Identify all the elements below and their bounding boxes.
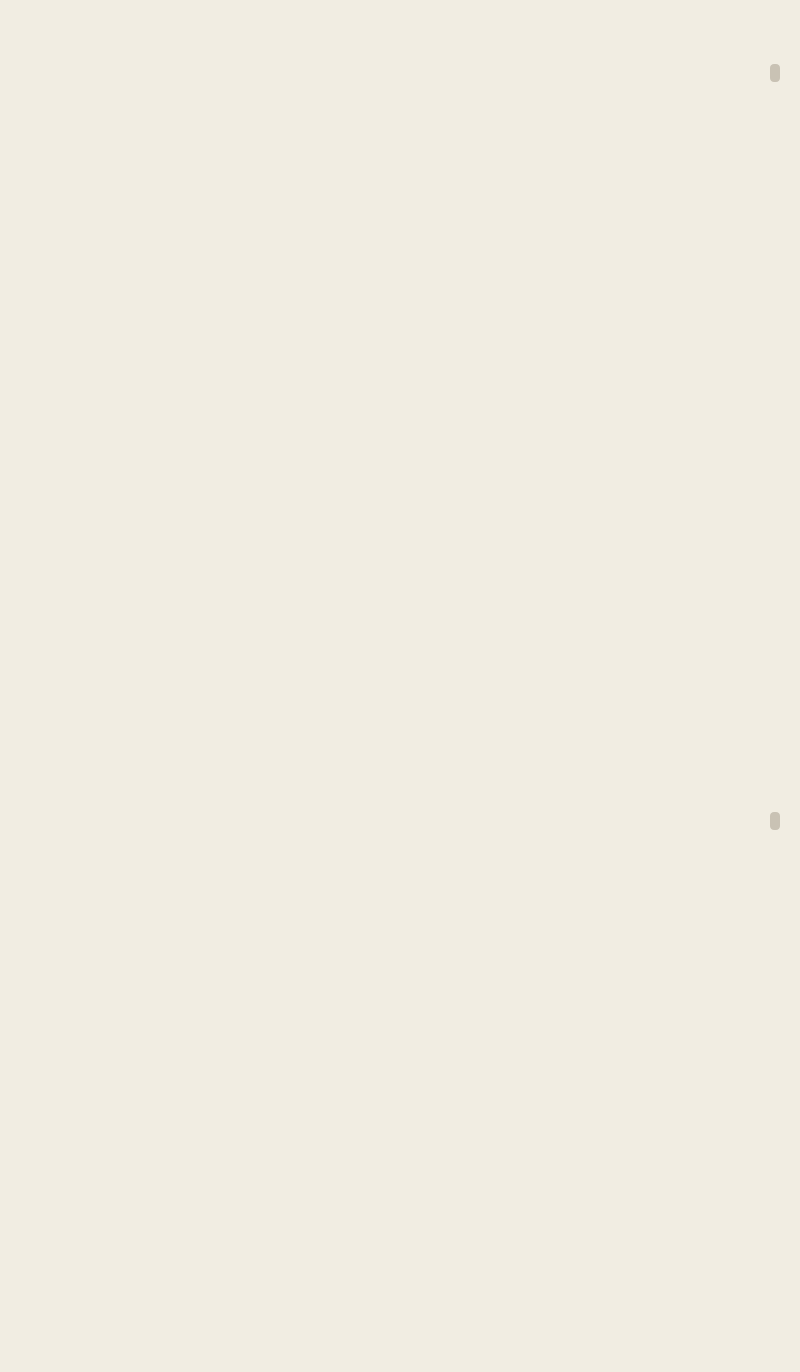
margin-mark: [770, 812, 780, 830]
margin-mark: [770, 64, 780, 82]
